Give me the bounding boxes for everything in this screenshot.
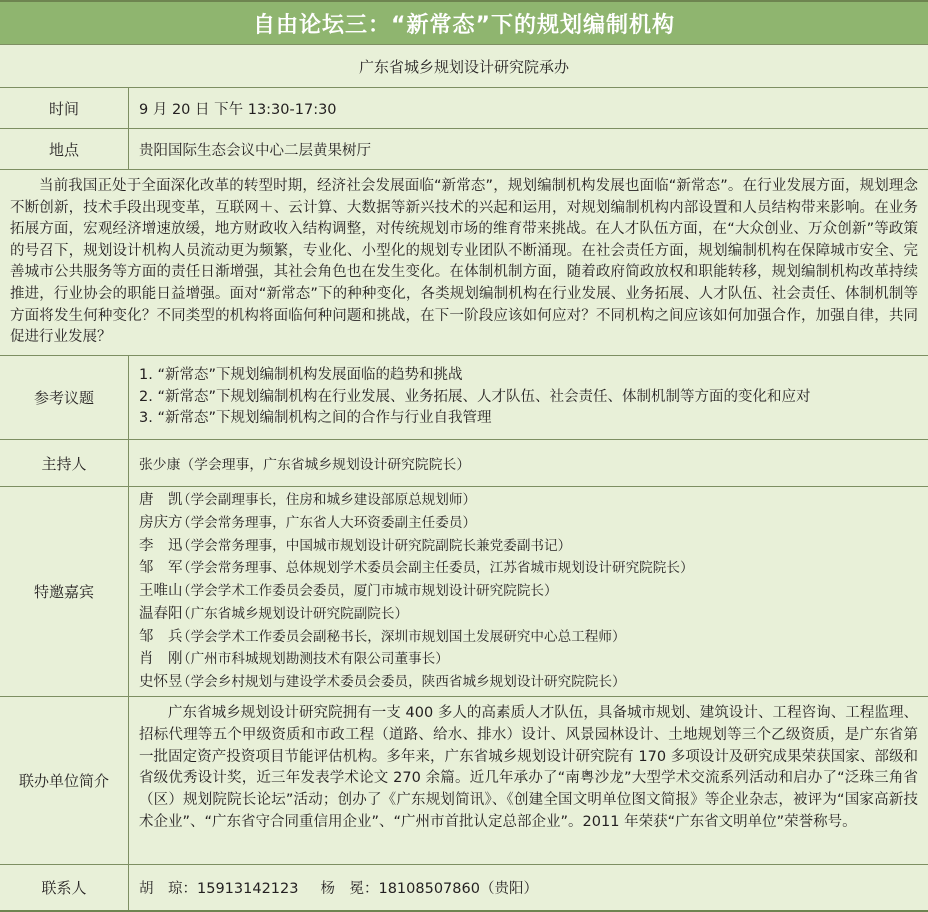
topic-item: 2. “新常态”下规划编制机构在行业发展、业务拓展、人才队伍、社会责任、体制机制等方面的变化和应对 xyxy=(139,388,811,405)
guests-label: 特邀嘉宾 xyxy=(0,487,129,696)
topics-row xyxy=(0,355,928,439)
organizer-row xyxy=(0,44,928,87)
profile-cell xyxy=(129,697,928,864)
guest-desc: （广东省城乡规划设计研究院副院长） xyxy=(177,605,409,622)
guest-desc: （学会常务理事，广东省人大环资委副主任委员） xyxy=(177,514,477,531)
topic-item: 1. “新常态”下规划编制机构发展面临的趋势和挑战 xyxy=(139,367,463,384)
profile-label: 联办单位简介 xyxy=(0,697,129,864)
guest-desc: （广州市科城规划勘测技术有限公司董事长） xyxy=(177,651,449,668)
time-label: 时间 xyxy=(0,88,129,128)
forum-title: 自由论坛三：“新常态”下的规划编制机构 xyxy=(253,12,675,38)
guest-name: 史怀昱 xyxy=(139,674,183,691)
guest-name: 温春阳 xyxy=(139,605,183,622)
host-label: 主持人 xyxy=(0,440,129,486)
contacts-value xyxy=(129,865,928,910)
guest-item xyxy=(139,489,476,512)
contacts-row xyxy=(0,864,928,912)
guest-name: 肖 刚 xyxy=(139,651,183,668)
guest-item xyxy=(139,648,449,671)
guest-item xyxy=(139,557,694,580)
guest-item xyxy=(139,580,558,603)
venue-row xyxy=(0,128,928,169)
intro-paragraph: 当前我国正处于全面深化改革的转型时期，经济社会发展面临“新常态”，规划编制机构发展也面临“新常态”。在行业发展方面，规划理念不断创新，技术手段出现变革，互联网＋、云计算、大数据等新兴技术的兴起和运用，对规划编制机构内部设置和人员结构带来影响。在业务拓展方面，宏观经济增速放缓，地方财政收入结构调整，对传统规划市场的维育带来挑战。在人才队伍方面，在“大众创业、万众创新”等政策的号召下，规划设计机构人员流动更为频繁，专业化、小型化的规划专业团队不断涌现。在社会责任方面，规划编制机构在保障城市安全、完善城市公共服务等方面的责任日渐增强，其社会角色也在发生变化。在体制机制方面，随着政府简政放权和职能转移，规划编制机构改革持续推进，行业协会的职能日益增强。面对“新常态”下的种种变化，各类规划编制机构在行业发展、业务拓展、人才队伍、社会责任、体制机制等方面将发生何种变化？不同类型的机构将面临何种问题和挑战，在下一阶段应该如何应对？不同机构之间应该如何加强合作，加强自律，共同促进行业发展？ xyxy=(10,178,918,346)
title-row xyxy=(0,0,928,44)
contacts-label: 联系人 xyxy=(0,865,129,910)
guest-item xyxy=(139,512,476,535)
guest-desc: （学会常务理事、总体规划学术委员会副主任委员，江苏省城市规划设计研究院院长） xyxy=(177,560,694,577)
guests-row xyxy=(0,486,928,696)
host-value: 张少康（学会理事，广东省城乡规划设计研究院院长） xyxy=(139,457,471,473)
guest-desc: （学会常务理事，中国城市规划设计研究院副院长兼党委副书记） xyxy=(177,537,572,554)
contact-person-2: 杨 冕：18108507860（贵阳） xyxy=(320,881,538,897)
topics-label: 参考议题 xyxy=(0,356,129,439)
guest-item xyxy=(139,671,626,694)
guest-item xyxy=(139,626,626,649)
contact-person-1: 胡 琼：15913142123 xyxy=(139,881,299,897)
guest-desc: （学会学术工作委员会副秘书长，深圳市规划国土发展研究中心总工程师） xyxy=(177,628,626,645)
topic-item: 3. “新常态”下规划编制机构之间的合作与行业自我管理 xyxy=(139,410,492,427)
guest-name: 邹 军 xyxy=(139,560,183,577)
venue-label: 地点 xyxy=(0,129,129,169)
guest-item xyxy=(139,603,408,626)
guest-name: 李 迅 xyxy=(139,537,183,554)
time-value: 9 月 20 日 下午 13:30-17:30 xyxy=(139,101,337,118)
guest-name: 邹 兵 xyxy=(139,628,183,645)
time-row xyxy=(0,87,928,128)
intro-row xyxy=(0,169,928,355)
profile-paragraph: 广东省城乡规划设计研究院拥有一支 400 多人的高素质人才队伍，具备城市规划、建筑设计、工程咨询、工程监理、招标代理等五个甲级资质和市政工程（道路、给水、排水）设计、风景园林设计、土地规划等三个乙级资质，是广东省第一批固定资产投资项目节能评估机构。多年来，广东省城乡规划设计研究院有 170 多项设计及研究成果荣获国家、部级和省级优秀设计奖，近三年发表学术论文 270 余篇。近几年承办了“南粤沙龙”大型学术交流系列活动和启办了“泛珠三角省（区）规划院院长论坛”活动；创办了《广东规划简讯》、《创建全国文明单位图文简报》等企业杂志，被评为“国家高新技术企业”、“广东省守合同重信用企业”、“广州市首批认定总部企业”。2011 年荣获“广东省文明单位”荣誉称号。 xyxy=(139,705,918,830)
guest-item xyxy=(139,535,571,558)
guests-list xyxy=(129,487,928,696)
organizer-text: 广东省城乡规划设计研究院承办 xyxy=(358,57,569,76)
profile-row xyxy=(0,696,928,864)
venue-value: 贵阳国际生态会议中心二层黄果树厅 xyxy=(139,142,371,159)
topics-list xyxy=(129,356,928,439)
guest-name: 房庆方 xyxy=(139,514,183,531)
guest-desc: （学会学术工作委员会委员，厦门市城市规划设计研究院院长） xyxy=(177,583,558,600)
guest-desc: （学会副理事长，住房和城乡建设部原总规划师） xyxy=(177,491,477,508)
host-row xyxy=(0,439,928,486)
guest-desc: （学会乡村规划与建设学术委员会委员，陕西省城乡规划设计研究院院长） xyxy=(177,674,626,691)
guest-name: 王唯山 xyxy=(139,583,183,600)
guest-name: 唐 凯 xyxy=(139,491,183,508)
